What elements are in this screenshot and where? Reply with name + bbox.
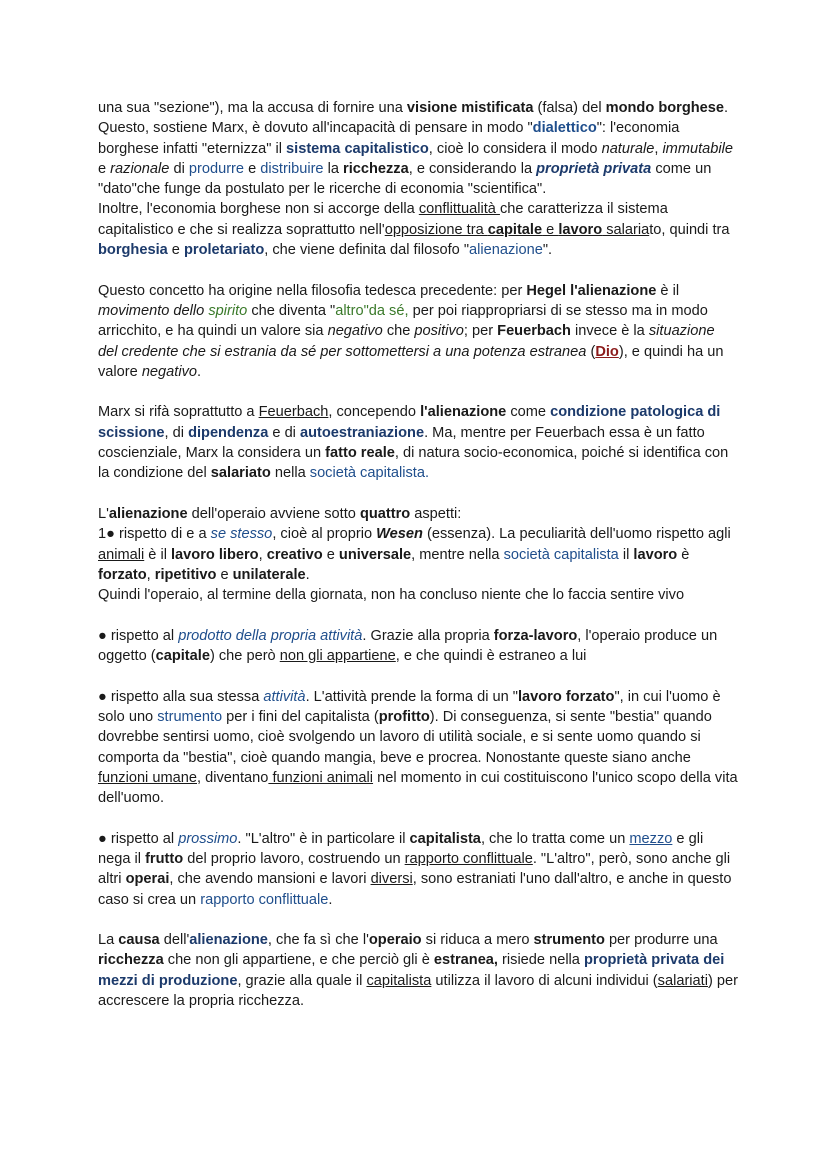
text: . — [724, 100, 729, 116]
text-highlight: mezzo — [629, 830, 673, 847]
text: , di natura socio-economica, poiché si identifica con la condizione del — [98, 445, 729, 482]
text-italic: negativo — [141, 363, 197, 380]
text-bold: Wesen — [376, 526, 423, 543]
text-bold: ricchezza — [343, 160, 409, 177]
text: ● rispetto al — [98, 627, 179, 644]
text: . "L'altro" è in particolare il — [237, 830, 410, 847]
text: , che avendo mansioni e lavori — [169, 871, 371, 888]
text: e di — [268, 424, 300, 441]
text: . — [197, 363, 202, 380]
text-bold: capitale — [155, 648, 210, 665]
text-bold: lavoro libero — [171, 546, 259, 563]
document-page — [98, 98, 738, 1032]
text: nel momento in cui costituiscono l'unico scopo della vita dell'uomo. — [98, 769, 738, 807]
text-underlined: capitalista — [366, 972, 432, 989]
text: che non gli appartiene, e che perciò gli è — [163, 952, 434, 969]
text: risiede nella — [497, 952, 584, 969]
text-highlight: strumento — [157, 708, 223, 725]
text-italic: razionale — [110, 160, 170, 177]
text-underlined: e — [542, 221, 559, 238]
text-bold: quattro — [359, 505, 411, 522]
text: come un "dato"che funge da postulato per le ricerche di economia "scientifica". — [98, 160, 712, 198]
paragraph-marx-feuerbach — [98, 402, 738, 483]
text-highlight: se stesso — [210, 526, 273, 543]
text-highlight: sistema capitalistico — [286, 140, 429, 157]
text: ( — [586, 343, 596, 360]
text-bold: capitale — [487, 221, 543, 238]
text-underlined: conflittualità — [418, 201, 500, 218]
text-underlined: Feuerbach — [258, 404, 329, 421]
text-italic: naturale — [601, 140, 655, 157]
text-highlight: società capitalista. — [309, 465, 430, 482]
text-bold: lavoro — [633, 546, 678, 563]
text-highlight: attività — [263, 688, 306, 705]
text: utilizza il lavoro di alcuni individui ( — [431, 972, 658, 989]
text-highlight: proletariato — [183, 242, 265, 259]
text: e — [98, 160, 111, 177]
text: , — [258, 546, 267, 563]
text-bold: profitto — [378, 708, 430, 725]
text: è il — [656, 282, 680, 299]
text-bold: salariato — [210, 465, 271, 482]
text: del proprio lavoro, costruendo un — [183, 850, 405, 867]
text-bold: creativo — [266, 546, 323, 563]
text: che diventa " — [247, 302, 336, 319]
text: , l'operaio produce un oggetto ( — [98, 627, 718, 665]
paragraph-marx-critica-economia — [98, 98, 738, 260]
text-highlight: autoestraniazione — [299, 424, 425, 441]
text: che — [382, 323, 415, 340]
text-bold: forzato — [98, 566, 147, 583]
text: (falsa) del — [533, 100, 606, 116]
text: Questo concetto ha origine nella filosofia tedesca precedente: per — [98, 282, 527, 299]
text: , sono estraniati l'uno dall'altro, e anche in questo caso si crea un — [98, 871, 732, 908]
text: e — [244, 160, 261, 177]
text-bold: mondo borghese — [605, 100, 724, 116]
text-underlined: diversi — [370, 871, 413, 888]
text-underlined: rapporto conflittuale — [404, 850, 533, 867]
text: La — [98, 932, 119, 949]
text-italic: immutabile — [662, 140, 733, 157]
text-highlight: proprietà privata dei mezzi di produzione — [98, 952, 725, 989]
text-underlined: non gli appartiene — [279, 648, 396, 665]
text: , cioè lo considera il modo — [428, 140, 602, 157]
text: , e considerando la — [408, 160, 537, 177]
text-bold: causa — [118, 932, 160, 949]
text-highlight: borghesia — [98, 242, 168, 259]
paragraph-causa — [98, 930, 738, 1011]
text: ) per accrescere la propria ricchezza. — [98, 972, 738, 1010]
text: Marx si rifà soprattutto a — [98, 404, 259, 421]
text: , — [146, 566, 155, 583]
text: una sua "sezione"), ma la accusa di fornire una — [98, 100, 407, 116]
text: , e che quindi è estraneo a lui — [395, 648, 587, 665]
text-italic: situazione del credente che si estrania da sé per sottomettersi a una potenza estranea — [98, 323, 715, 360]
text-highlight: prossimo — [178, 830, 238, 847]
text-highlight: Dio — [595, 343, 619, 360]
text-bold: operai — [125, 871, 170, 888]
text-underlined: opposizione tra — [384, 221, 488, 238]
text-bold: visione mistificata — [406, 100, 534, 116]
text: Quindi l'operaio, al termine della giornata, non ha concluso niente che lo faccia sentire vivo — [98, 587, 685, 604]
text: . Grazie alla propria — [362, 627, 494, 644]
text: ". — [542, 242, 553, 259]
text-italic: positivo — [414, 323, 464, 340]
text: ). Di conseguenza, si sente "bestia" quando dovrebbe sentirsi uomo, cioè svolgendo un lavoro di utilità sociale, e si sente uomo quando si comporta da "bestia", cioè quando mangia, beve e procrea. Nonostante queste siano anche — [98, 708, 712, 766]
text: ● rispetto alla sua stessa — [98, 688, 264, 705]
text: dell'operaio avviene sotto — [187, 505, 360, 522]
paragraph-attivita — [98, 687, 738, 809]
text-underlined: salariati — [657, 972, 708, 989]
text-highlight: proprietà privata — [536, 160, 652, 177]
text: e — [167, 242, 184, 259]
text-highlight: società capitalista — [503, 546, 619, 563]
text: e gli nega il — [98, 830, 704, 867]
paragraph-quattro-aspetti — [98, 504, 738, 605]
text: ● rispetto al — [98, 830, 179, 847]
text-highlight: altro — [335, 302, 364, 319]
text: ; per — [463, 323, 498, 340]
text-highlight: dialettico — [532, 120, 597, 137]
text: , mentre nella — [411, 546, 504, 563]
text-underlined: funzioni animali — [268, 769, 374, 786]
text: per produrre una — [604, 932, 718, 949]
text: , cioè al proprio — [272, 526, 377, 543]
text-bold: capitalista — [409, 830, 481, 847]
text-highlight: produrre — [188, 160, 245, 177]
text-underlined: funzioni umane — [98, 769, 197, 786]
text: e — [216, 566, 233, 583]
text-italic: movimento dello — [98, 302, 209, 319]
text: , di — [164, 424, 189, 441]
text: il — [618, 546, 634, 563]
text-bold: operaio — [368, 932, 422, 949]
text-underlined: animali — [98, 546, 145, 563]
text-highlight: distribuire — [260, 160, 324, 177]
text: , che fa sì che l' — [267, 932, 369, 949]
text-highlight: alienazione — [469, 242, 543, 259]
paragraph-prossimo — [98, 829, 738, 910]
paragraph-origine-concetto — [98, 281, 738, 382]
text: che caratterizza il sistema capitalistico e che si realizza soprattutto nell' — [98, 201, 668, 238]
text-underlined: salaria — [602, 221, 650, 238]
text: e — [322, 546, 339, 563]
text-bold: Feuerbach — [497, 323, 571, 340]
text: ", in cui l'uomo è solo uno — [98, 688, 721, 725]
text-bold: universale — [338, 546, 412, 563]
text: Questo, sostiene Marx, è dovuto all'incapacità di pensare in modo " — [98, 120, 533, 137]
text: Inoltre, l'economia borghese non si accorge della — [98, 201, 419, 218]
text: . — [305, 566, 310, 583]
text: di — [169, 160, 189, 177]
text: ), e quindi ha un valore — [98, 343, 724, 380]
text-bold: strumento — [533, 932, 605, 949]
text: , — [654, 140, 663, 157]
text-bold: ricchezza — [98, 952, 164, 969]
text-bold: lavoro — [558, 221, 603, 238]
text: è il — [144, 546, 171, 563]
text: 1● rispetto di e a — [98, 526, 211, 543]
text-highlight: spirito — [208, 302, 248, 319]
text-italic: negativo — [327, 323, 383, 340]
text: come — [506, 404, 551, 421]
text: nella — [270, 465, 310, 482]
text: per poi riappropriarsi di se stesso ma in modo arricchito, e ha quindi un valore sia — [98, 302, 708, 340]
text: aspetti: — [410, 505, 462, 522]
text: (essenza). La peculiarità dell'uomo rispetto agli — [422, 526, 731, 543]
text: L' — [98, 505, 109, 522]
text: , diventano — [196, 769, 269, 786]
text-highlight: rapporto conflittuale — [200, 891, 329, 908]
text: . — [328, 891, 333, 908]
text-bold: alienazione — [108, 505, 188, 522]
text-highlight: "da sé, — [363, 302, 409, 319]
text: . L'attività prende la forma di un " — [305, 688, 518, 705]
text-highlight: alienazione — [189, 932, 268, 949]
text-bold: forza-lavoro — [493, 627, 578, 644]
text: dell' — [159, 932, 190, 949]
text: , grazie alla quale il — [237, 972, 367, 989]
text: ) che però — [209, 648, 280, 665]
text: . Ma, mentre per Feuerbach essa è un fatto coscienziale, Marx la considera un — [98, 424, 705, 462]
text-bold: unilaterale — [232, 566, 306, 583]
text: è — [677, 546, 690, 563]
text-bold: lavoro forzato — [517, 688, 615, 705]
text-bold: estranea, — [433, 952, 498, 969]
text: , che viene definita dal filosofo " — [264, 242, 470, 259]
text: la — [323, 160, 344, 177]
text: , che lo tratta come un — [480, 830, 630, 847]
text-highlight: condizione patologica di scissione — [98, 404, 721, 441]
text-highlight: dipendenza — [188, 424, 269, 441]
text-bold: l'alienazione — [420, 404, 507, 421]
text-bold: ripetitivo — [154, 566, 217, 583]
text: ": l'economia borghese infatti "eternizza" il — [98, 120, 680, 157]
text-bold: frutto — [145, 850, 184, 867]
text: per i fini del capitalista ( — [222, 708, 379, 725]
text-bold: Hegel l'alienazione — [526, 282, 657, 299]
text: , concependo — [328, 404, 421, 421]
text: si riduca a mero — [421, 932, 534, 949]
text: . "L'altro", però, sono anche gli altri — [98, 850, 731, 888]
text-highlight: prodotto della propria attività — [178, 627, 363, 644]
text: invece è la — [570, 323, 649, 340]
paragraph-prodotto — [98, 626, 738, 667]
text-bold: fatto reale — [325, 445, 395, 462]
text: to, quindi tra — [649, 221, 730, 238]
